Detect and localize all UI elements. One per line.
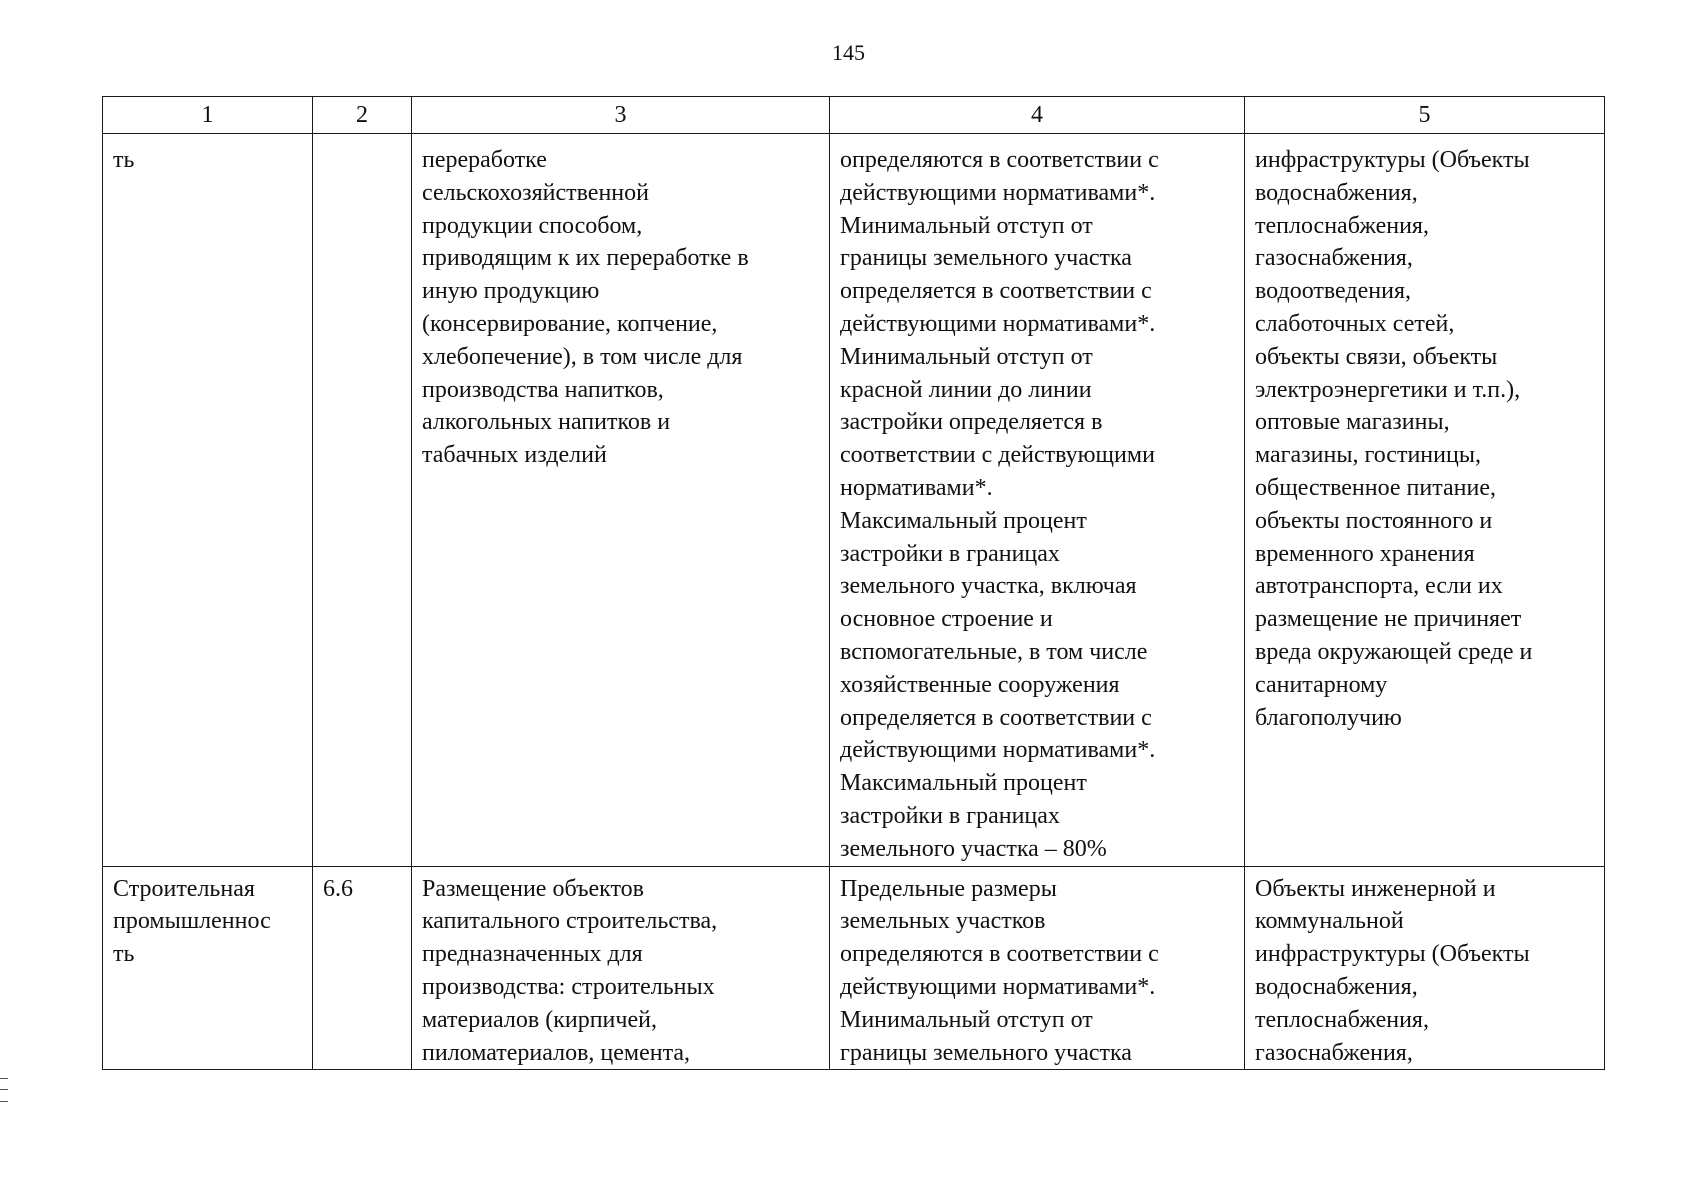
regulations-table (102, 96, 1605, 1070)
cell-text: переработке сельскохозяйственной продукции способом, приводящим к их переработке в иную продукцию (консервирование, копчение, хлебопечение), в том числе для производства напитков, алкогольных напитков и табачных изделий (422, 147, 749, 469)
cell-text: Предельные размеры земельных участков определяются в соответствии с действующими нормативами*. Минимальный отступ от границы земельного участка (840, 875, 1159, 1066)
scan-margin-mark (0, 1078, 8, 1102)
column-header-1: 1 (103, 97, 313, 134)
cell-text: Размещение объектов капитального строительства, предназначенных для производства: строительных материалов (кирпичей, пиломатериалов, цемента, (422, 875, 718, 1066)
page-number: 145 (832, 40, 865, 65)
cell-text: Строительная промышленнос ть (113, 875, 271, 968)
table-cell (1245, 866, 1605, 1070)
table-cell (412, 866, 830, 1070)
column-header-4: 4 (830, 97, 1245, 134)
table-cell (313, 866, 412, 1070)
table-cell (103, 134, 313, 867)
table-header-row (103, 97, 1605, 134)
column-header-5: 5 (1245, 97, 1605, 134)
cell-text: инфраструктуры (Объекты водоснабжения, теплоснабжения, газоснабжения, водоотведения, слаботочных сетей, объекты связи, объекты электроэнергетики и т.п.), оптовые магазины, магазины, гостиницы, общественное питание, объекты постоянного и временного хранения автотранспорта, если их размещение не причиняет вреда окружающей среде и санитарному благополучию (1255, 147, 1533, 731)
table-cell (830, 134, 1245, 867)
cell-text: определяются в соответствии с действующими нормативами*. Минимальный отступ от границы земельного участка определяется в соответствии с действующими нормативами*. Минимальный отступ от красной линии до линии застройки определяется в соответствии с действующими нормативами*. Максимальный процент застройки в границах земельного участка, включая основное строение и вспомогательные, в том числе хозяйственные сооружения определяется в соответствии с действующими нормативами*. Максимальный процент застройки в границах земельного участка – 80% (840, 147, 1159, 862)
table-cell (412, 134, 830, 867)
cell-text: 6.6 (323, 875, 353, 902)
column-header-2: 2 (313, 97, 412, 134)
cell-text: ть (113, 147, 135, 173)
column-header-3: 3 (412, 97, 830, 134)
table-row (103, 866, 1605, 1070)
table-cell (830, 866, 1245, 1070)
table-cell (1245, 134, 1605, 867)
table-cell (313, 134, 412, 867)
table-row (103, 134, 1605, 867)
cell-text: Объекты инженерной и коммунальной инфраструктуры (Объекты водоснабжения, теплоснабжения, газоснабжения, (1255, 875, 1530, 1066)
table-cell (103, 866, 313, 1070)
